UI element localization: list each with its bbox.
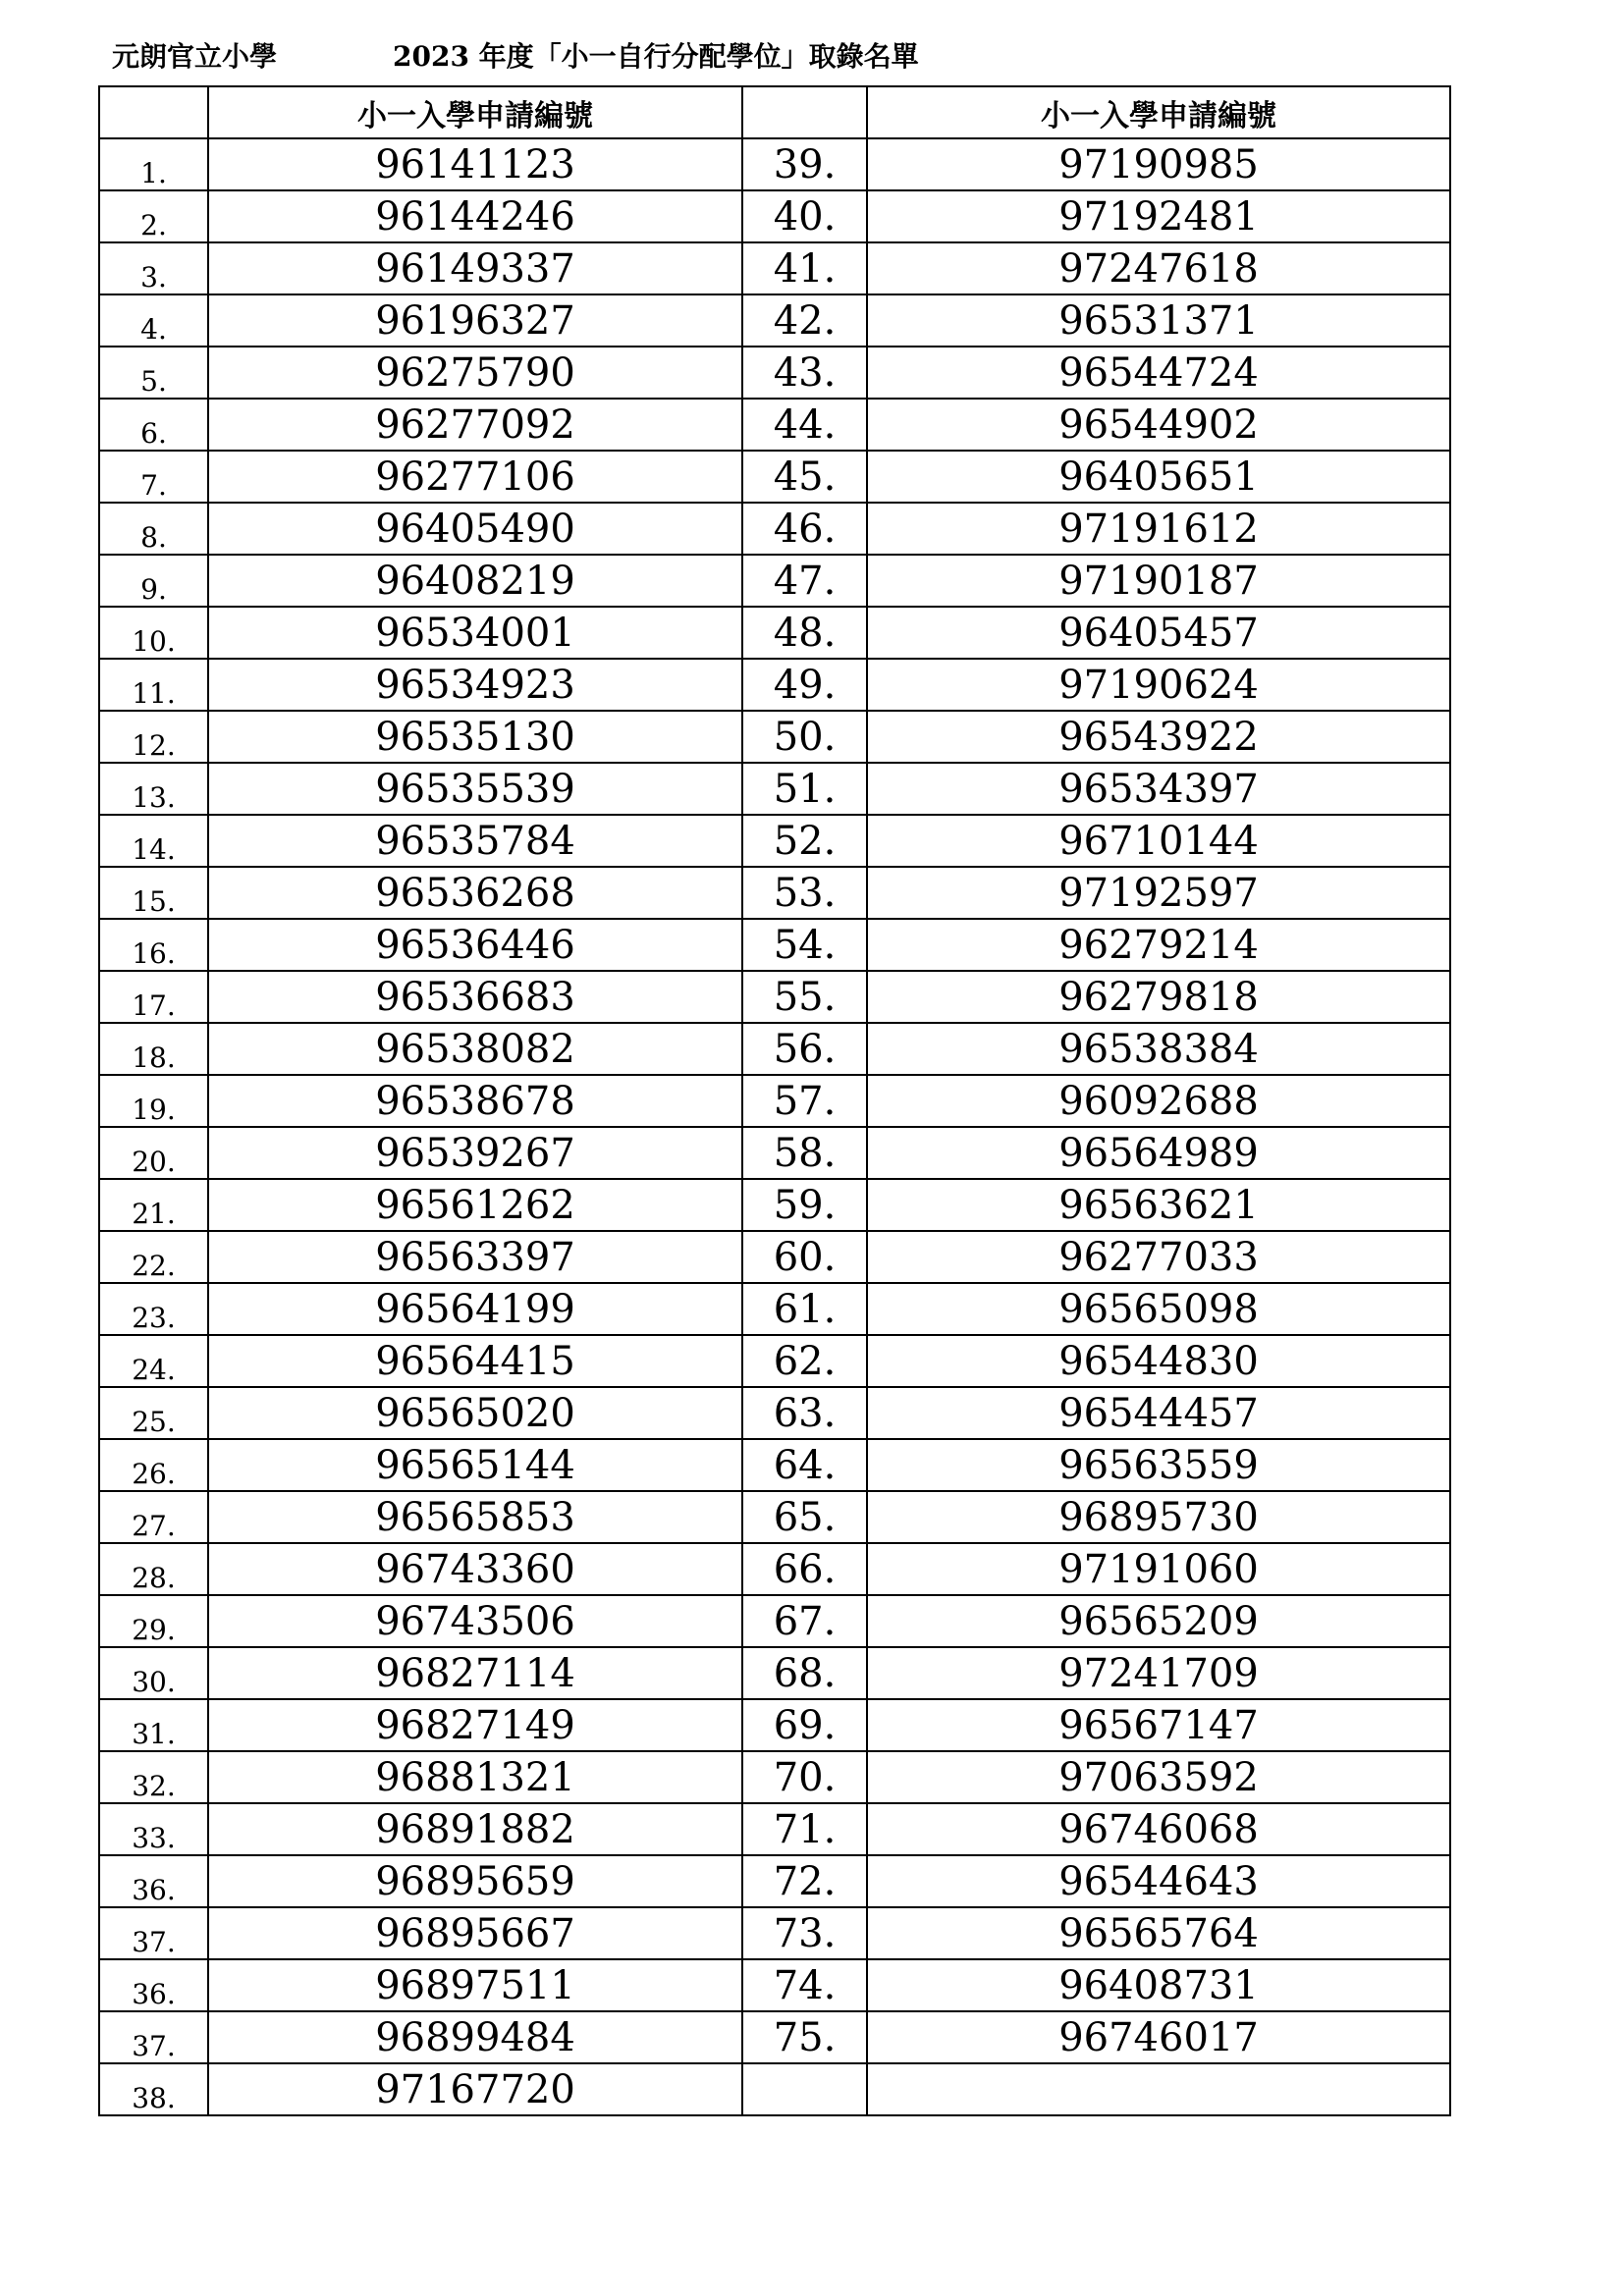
table-row	[99, 347, 1450, 399]
row-index-right: 61.	[742, 1283, 867, 1335]
table-row	[99, 1543, 1450, 1595]
application-number-right: 97190624	[867, 659, 1450, 711]
application-number-left: 96563397	[208, 1231, 742, 1283]
row-index-left: 1.	[99, 138, 208, 190]
table-row	[99, 711, 1450, 763]
row-index-right: 42.	[742, 294, 867, 347]
application-number-left: 96827149	[208, 1699, 742, 1751]
row-index-right: 58.	[742, 1127, 867, 1179]
application-number-right: 96277033	[867, 1231, 1450, 1283]
row-index-left: 32.	[99, 1751, 208, 1803]
row-index-left: 31.	[99, 1699, 208, 1751]
row-index-left: 12.	[99, 711, 208, 763]
row-index-right: 50.	[742, 711, 867, 763]
application-number-left: 96743360	[208, 1543, 742, 1595]
table-row	[99, 1283, 1450, 1335]
table-row	[99, 1179, 1450, 1231]
header-left-application-number: 小一入學申請編號	[208, 86, 742, 138]
row-index-right: 41.	[742, 242, 867, 294]
table-row	[99, 919, 1450, 971]
table-row	[99, 555, 1450, 607]
application-number-left: 96564199	[208, 1283, 742, 1335]
row-index-left: 22.	[99, 1231, 208, 1283]
table-row	[99, 1075, 1450, 1127]
row-index-right: 45.	[742, 451, 867, 503]
application-number-left: 96538082	[208, 1023, 742, 1075]
application-number-right: 97247618	[867, 242, 1450, 294]
application-number-left: 96538678	[208, 1075, 742, 1127]
application-number-right: 96544457	[867, 1387, 1450, 1439]
row-index-left: 27.	[99, 1491, 208, 1543]
row-index-left: 29.	[99, 1595, 208, 1647]
application-number-right: 96746068	[867, 1803, 1450, 1855]
row-index-right: 52.	[742, 815, 867, 867]
row-index-left: 15.	[99, 867, 208, 919]
row-index-right: 55.	[742, 971, 867, 1023]
table-row	[99, 1751, 1450, 1803]
application-number-right: 96279214	[867, 919, 1450, 971]
row-index-right: 60.	[742, 1231, 867, 1283]
application-number-right: 96544724	[867, 347, 1450, 399]
row-index-left: 3.	[99, 242, 208, 294]
application-number-left: 96881321	[208, 1751, 742, 1803]
row-index-right: 75.	[742, 2011, 867, 2063]
application-number-left: 96535130	[208, 711, 742, 763]
row-index-left: 23.	[99, 1283, 208, 1335]
application-number-right: 97063592	[867, 1751, 1450, 1803]
application-number-right: 96544643	[867, 1855, 1450, 1907]
row-index-right: 64.	[742, 1439, 867, 1491]
application-number-right: 97192481	[867, 190, 1450, 242]
row-index-right: 47.	[742, 555, 867, 607]
row-index-left: 7.	[99, 451, 208, 503]
row-index-left: 17.	[99, 971, 208, 1023]
row-index-right: 40.	[742, 190, 867, 242]
row-index-left: 26.	[99, 1439, 208, 1491]
row-index-right: 56.	[742, 1023, 867, 1075]
table-row	[99, 815, 1450, 867]
application-number-left: 96899484	[208, 2011, 742, 2063]
application-number-left: 96895667	[208, 1907, 742, 1959]
table-row	[99, 399, 1450, 451]
row-index-left: 20.	[99, 1127, 208, 1179]
application-number-right: 97191612	[867, 503, 1450, 555]
application-number-right: 96895730	[867, 1491, 1450, 1543]
application-number-right: 97191060	[867, 1543, 1450, 1595]
row-index-right: 43.	[742, 347, 867, 399]
application-number-left: 96565853	[208, 1491, 742, 1543]
application-number-left: 96536446	[208, 919, 742, 971]
table-row	[99, 451, 1450, 503]
table-row	[99, 1127, 1450, 1179]
application-number-left: 96564415	[208, 1335, 742, 1387]
application-number-right: 97190187	[867, 555, 1450, 607]
application-number-left: 96275790	[208, 347, 742, 399]
row-index-left: 10.	[99, 607, 208, 659]
application-number-left: 96144246	[208, 190, 742, 242]
application-number-left: 96277092	[208, 399, 742, 451]
row-index-left: 19.	[99, 1075, 208, 1127]
row-index-right: 65.	[742, 1491, 867, 1543]
row-index-right: 48.	[742, 607, 867, 659]
application-number-left: 96277106	[208, 451, 742, 503]
row-index-left: 24.	[99, 1335, 208, 1387]
row-index-right: 70.	[742, 1751, 867, 1803]
row-index-left: 14.	[99, 815, 208, 867]
row-index-left: 9.	[99, 555, 208, 607]
row-index-left: 18.	[99, 1023, 208, 1075]
row-index-right: 71.	[742, 1803, 867, 1855]
row-index-right: 46.	[742, 503, 867, 555]
table-row	[99, 1387, 1450, 1439]
application-number-right: 96565209	[867, 1595, 1450, 1647]
document-title: 2023 年度「小一自行分配學位」取錄名單	[393, 40, 919, 73]
header-right-index	[742, 86, 867, 138]
application-number-right: 96405457	[867, 607, 1450, 659]
application-number-left: 96743506	[208, 1595, 742, 1647]
header-right-application-number: 小一入學申請編號	[867, 86, 1450, 138]
application-number-right: 96565098	[867, 1283, 1450, 1335]
application-number-right: 96565764	[867, 1907, 1450, 1959]
table-body	[99, 138, 1450, 2115]
application-number-right	[867, 2063, 1450, 2115]
row-index-right: 66.	[742, 1543, 867, 1595]
application-number-right: 97192597	[867, 867, 1450, 919]
row-index-left: 2.	[99, 190, 208, 242]
row-index-right: 63.	[742, 1387, 867, 1439]
application-number-right: 96563621	[867, 1179, 1450, 1231]
row-index-right: 54.	[742, 919, 867, 971]
table-row	[99, 971, 1450, 1023]
table-row	[99, 1699, 1450, 1751]
application-number-left: 96534923	[208, 659, 742, 711]
application-number-left: 96405490	[208, 503, 742, 555]
application-number-right: 96710144	[867, 815, 1450, 867]
table-row	[99, 190, 1450, 242]
row-index-left: 25.	[99, 1387, 208, 1439]
table-row	[99, 1803, 1450, 1855]
application-number-right: 96538384	[867, 1023, 1450, 1075]
row-index-right: 73.	[742, 1907, 867, 1959]
row-index-left: 5.	[99, 347, 208, 399]
table-row	[99, 2011, 1450, 2063]
row-index-right: 49.	[742, 659, 867, 711]
table-row	[99, 1231, 1450, 1283]
application-number-left: 96897511	[208, 1959, 742, 2011]
table-header-row	[99, 86, 1450, 138]
table-row	[99, 1595, 1450, 1647]
table-row	[99, 294, 1450, 347]
row-index-right	[742, 2063, 867, 2115]
row-index-left: 37.	[99, 1907, 208, 1959]
row-index-left: 30.	[99, 1647, 208, 1699]
table-row	[99, 867, 1450, 919]
table-row	[99, 763, 1450, 815]
table-row	[99, 503, 1450, 555]
table-row	[99, 2063, 1450, 2115]
application-number-left: 96539267	[208, 1127, 742, 1179]
row-index-right: 44.	[742, 399, 867, 451]
application-number-left: 96565144	[208, 1439, 742, 1491]
application-number-left: 96408219	[208, 555, 742, 607]
row-index-right: 53.	[742, 867, 867, 919]
header-left-index	[99, 86, 208, 138]
school-name: 元朗官立小學	[112, 40, 278, 73]
application-number-left: 96565020	[208, 1387, 742, 1439]
application-number-left: 96535539	[208, 763, 742, 815]
table-row	[99, 1855, 1450, 1907]
row-index-left: 38.	[99, 2063, 208, 2115]
row-index-right: 69.	[742, 1699, 867, 1751]
application-number-left: 96535784	[208, 815, 742, 867]
row-index-left: 37.	[99, 2011, 208, 2063]
application-number-left: 96141123	[208, 138, 742, 190]
row-index-right: 68.	[742, 1647, 867, 1699]
row-index-left: 4.	[99, 294, 208, 347]
application-number-left: 96536268	[208, 867, 742, 919]
table-row	[99, 607, 1450, 659]
application-number-right: 96531371	[867, 294, 1450, 347]
row-index-right: 57.	[742, 1075, 867, 1127]
table-row	[99, 1907, 1450, 1959]
row-index-right: 59.	[742, 1179, 867, 1231]
application-number-right: 97241709	[867, 1647, 1450, 1699]
application-number-right: 97190985	[867, 138, 1450, 190]
table-row	[99, 659, 1450, 711]
row-index-left: 8.	[99, 503, 208, 555]
table-row	[99, 1023, 1450, 1075]
page-header	[0, 35, 1624, 75]
application-number-right: 96564989	[867, 1127, 1450, 1179]
row-index-left: 16.	[99, 919, 208, 971]
application-number-left: 96891882	[208, 1803, 742, 1855]
row-index-left: 21.	[99, 1179, 208, 1231]
row-index-right: 62.	[742, 1335, 867, 1387]
application-number-right: 96746017	[867, 2011, 1450, 2063]
application-number-right: 96408731	[867, 1959, 1450, 2011]
application-number-right: 96092688	[867, 1075, 1450, 1127]
application-number-right: 96279818	[867, 971, 1450, 1023]
application-number-left: 96827114	[208, 1647, 742, 1699]
row-index-left: 33.	[99, 1803, 208, 1855]
table-row	[99, 138, 1450, 190]
application-number-right: 96563559	[867, 1439, 1450, 1491]
admission-list-table	[98, 85, 1451, 2116]
application-number-left: 96561262	[208, 1179, 742, 1231]
row-index-right: 39.	[742, 138, 867, 190]
application-number-right: 96543922	[867, 711, 1450, 763]
table-row	[99, 1335, 1450, 1387]
table-row	[99, 242, 1450, 294]
application-number-left: 96534001	[208, 607, 742, 659]
table-row	[99, 1439, 1450, 1491]
application-number-right: 96405651	[867, 451, 1450, 503]
application-number-right: 96544830	[867, 1335, 1450, 1387]
application-number-left: 96149337	[208, 242, 742, 294]
application-number-left: 97167720	[208, 2063, 742, 2115]
row-index-right: 74.	[742, 1959, 867, 2011]
row-index-right: 72.	[742, 1855, 867, 1907]
row-index-left: 36.	[99, 1855, 208, 1907]
application-number-right: 96534397	[867, 763, 1450, 815]
table-row	[99, 1491, 1450, 1543]
row-index-left: 6.	[99, 399, 208, 451]
row-index-left: 28.	[99, 1543, 208, 1595]
row-index-left: 11.	[99, 659, 208, 711]
application-number-right: 96544902	[867, 399, 1450, 451]
application-number-left: 96895659	[208, 1855, 742, 1907]
application-number-left: 96196327	[208, 294, 742, 347]
table-row	[99, 1647, 1450, 1699]
application-number-right: 96567147	[867, 1699, 1450, 1751]
row-index-right: 51.	[742, 763, 867, 815]
row-index-left: 13.	[99, 763, 208, 815]
row-index-right: 67.	[742, 1595, 867, 1647]
table-row	[99, 1959, 1450, 2011]
application-number-left: 96536683	[208, 971, 742, 1023]
row-index-left: 36.	[99, 1959, 208, 2011]
